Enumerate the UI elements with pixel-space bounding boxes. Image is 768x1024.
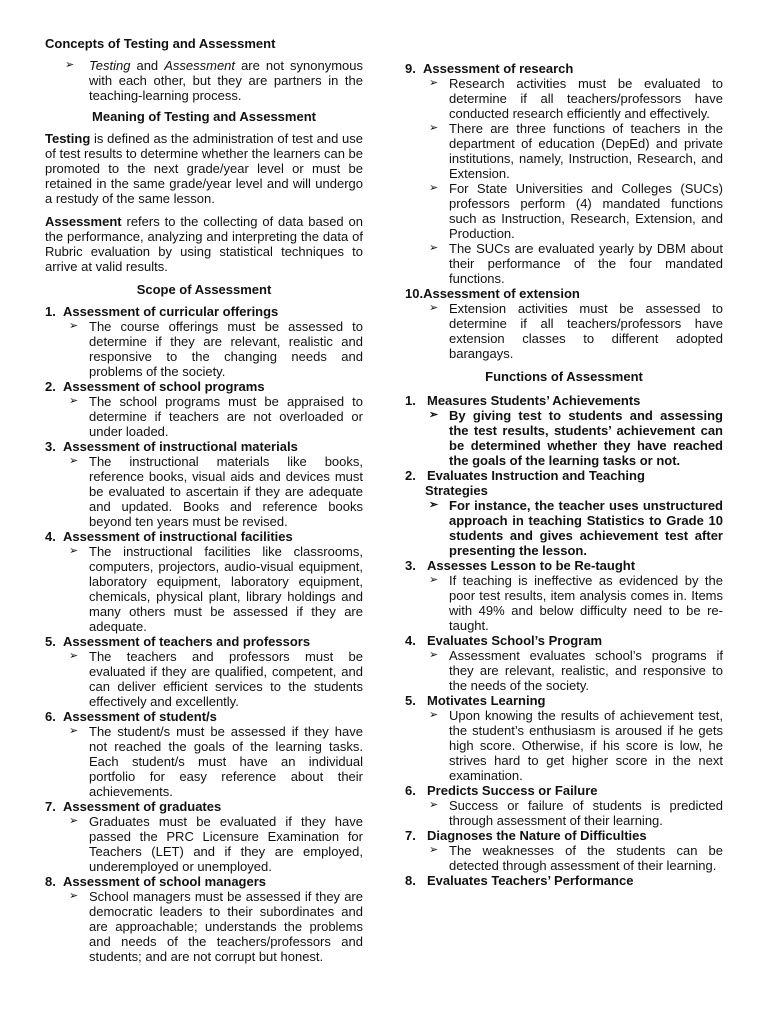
scope-item-bullet: ➢ The course offerings must be assessed to determine if they are relevant, realistic and responsive to the changing needs and problems of the society. bbox=[45, 319, 363, 379]
scope-item-bullet: ➢ The student/s must be assessed if they have not reached the goals of the learning tasks. Each student/s must have an individual portfolio for easy reference about their achievements. bbox=[45, 724, 363, 799]
scope-item-bullet: ➢ For State Universities and Colleges (SUCs) professors perform (4) mandated functions such as Instruction, Research, Extension, and Production. bbox=[405, 181, 723, 241]
assessment-definition bbox=[45, 214, 363, 274]
testing-definition bbox=[45, 131, 363, 206]
scope-item-title: Assessment of graduates bbox=[63, 799, 222, 814]
scope-item-heading bbox=[45, 799, 363, 814]
scope-item-heading bbox=[405, 286, 723, 301]
intro-rest: are not synonymous with each other, but they are partners in the teaching-learning process. bbox=[89, 58, 363, 103]
function-heading bbox=[405, 693, 723, 708]
scope-item-heading bbox=[45, 379, 363, 394]
scope-list-continued bbox=[405, 61, 723, 361]
scope-item-bullet: ➢ There are three functions of teachers in the department of education (DepEd) and private institutions, namely, Instruction, Research, and Extension. bbox=[405, 121, 723, 181]
function-heading bbox=[405, 873, 723, 888]
scope-item-bullet: ➢ The school programs must be appraised to determine if teachers are not overloaded or under loaded. bbox=[45, 394, 363, 439]
functions-list bbox=[405, 393, 723, 888]
scope-item-number: 5. bbox=[45, 634, 56, 649]
scope-item-number: 2. bbox=[45, 379, 56, 394]
scope-item-number: 9. bbox=[405, 61, 416, 76]
intro-and: and bbox=[130, 58, 165, 73]
scope-item-bullet: ➢ The instructional facilities like classrooms, computers, projectors, audio-visual equipment, laboratory equipment, laboratory equipment, chemicals, physical plant, library holdings and many others must be assessed if they are adequate. bbox=[45, 544, 363, 634]
function-bullet: ➢ Upon knowing the results of achievement test, the student’s enthusiasm is aroused if he gets high score. Otherwise, if his score is low, he strives hard to get higher score in the next examination. bbox=[405, 708, 723, 783]
assessment-term: Assessment bbox=[45, 214, 122, 229]
function-title: Predicts Success or Failure bbox=[427, 783, 598, 798]
function-heading bbox=[405, 783, 723, 798]
scope-item-title: Assessment of instructional materials bbox=[63, 439, 298, 454]
scope-item-title: Assessment of extension bbox=[423, 286, 580, 301]
scope-item-bullet: ➢ Research activities must be evaluated to determine if all teachers/professors have conducted research efficiently and effectively. bbox=[405, 76, 723, 121]
scope-item-title: Assessment of school managers bbox=[63, 874, 267, 889]
scope-item-title: Assessment of curricular offerings bbox=[63, 304, 279, 319]
scope-item-number: 6. bbox=[45, 709, 56, 724]
scope-item-number: 3. bbox=[45, 439, 56, 454]
scope-item-heading bbox=[45, 529, 363, 544]
scope-item-bullet: ➢ Graduates must be evaluated if they have passed the PRC Licensure Examination for Teachers (LET) and if they are employed, underemployed or unemployed. bbox=[45, 814, 363, 874]
function-bullet: ➢ Success or failure of students is predicted through assessment of their learning. bbox=[405, 798, 723, 828]
scope-item-number: 7. bbox=[45, 799, 56, 814]
scope-item-heading bbox=[45, 304, 363, 319]
testing-word: Testing bbox=[89, 58, 131, 73]
scope-list bbox=[45, 304, 363, 964]
assessment-word: Assessment bbox=[164, 58, 236, 73]
scope-item-bullet: ➢ The SUCs are evaluated yearly by DBM about their performance of the four mandated functions. bbox=[405, 241, 723, 286]
function-number: 3. bbox=[405, 558, 416, 573]
function-number: 1. bbox=[405, 393, 416, 408]
scope-item-bullet: ➢ School managers must be assessed if they are democratic leaders to their subordinates and are approachable; understands the problems and needs of the teachers/professors and students; and are not corrupt but honest. bbox=[45, 889, 363, 964]
scope-item-heading bbox=[405, 61, 723, 76]
function-number: 7. bbox=[405, 828, 416, 843]
functions-heading: Functions of Assessment bbox=[485, 369, 643, 384]
function-bullet: ➢ If teaching is ineffective as evidenced by the poor test results, item analysis comes in. Items with 49% and below difficulty need to be re-taught. bbox=[405, 573, 723, 633]
testing-term: Testing bbox=[45, 131, 91, 146]
function-bullet: ➢ For instance, the teacher uses unstructured approach in teaching Statistics to Grade 10 students and gives achievement test after presenting the lesson. bbox=[405, 498, 723, 558]
scope-item-heading bbox=[45, 874, 363, 889]
function-title: Evaluates Teachers’ Performance bbox=[427, 873, 634, 888]
function-bullet: ➢ Assessment evaluates school’s programs if they are relevant, realistic, and responsive to the needs of the society. bbox=[405, 648, 723, 693]
page-title: Concepts of Testing and Assessment bbox=[45, 36, 276, 51]
scope-item-number: 8. bbox=[45, 874, 56, 889]
function-number: 4. bbox=[405, 633, 416, 648]
function-number: 6. bbox=[405, 783, 416, 798]
testing-def-text: is defined as the administration of test and use of test results to determine whether the learners can be promoted to the next grade/year level or must be retained in the same grade/year level and will undergo a restudy of the same lesson. bbox=[45, 131, 363, 206]
scope-item-number: 10. bbox=[405, 286, 424, 301]
scope-item-number: 1. bbox=[45, 304, 56, 319]
right-column bbox=[405, 61, 723, 888]
scope-item-heading bbox=[45, 634, 363, 649]
function-title: Motivates Learning bbox=[427, 693, 546, 708]
function-number: 8. bbox=[405, 873, 416, 888]
scope-item-heading bbox=[45, 709, 363, 724]
function-title: Evaluates Instruction and Teaching bbox=[427, 468, 645, 483]
function-bullet: ➢ By giving test to students and assessing the test results, students’ achievement can be determined whether they have reached the goals of the learning tasks or not. bbox=[405, 408, 723, 468]
function-heading bbox=[405, 633, 723, 648]
left-column bbox=[45, 36, 363, 964]
function-number: 5. bbox=[405, 693, 416, 708]
function-heading bbox=[405, 393, 723, 408]
function-number: 2. bbox=[405, 468, 416, 483]
function-title: Diagnoses the Nature of Difficulties bbox=[427, 828, 647, 843]
scope-item-number: 4. bbox=[45, 529, 56, 544]
function-bullet: ➢ The weaknesses of the students can be detected through assessment of their learning. bbox=[405, 843, 723, 873]
meaning-heading: Meaning of Testing and Assessment bbox=[92, 109, 316, 124]
scope-item-title: Assessment of research bbox=[423, 61, 574, 76]
function-title-continued: Strategies bbox=[425, 483, 488, 498]
function-title: Measures Students’ Achievements bbox=[427, 393, 641, 408]
scope-item-bullet: ➢ The teachers and professors must be evaluated if they are qualified, competent, and can deliver efficient services to the students effectively and excellently. bbox=[45, 649, 363, 709]
scope-item-heading bbox=[45, 439, 363, 454]
function-title: Assesses Lesson to be Re-taught bbox=[427, 558, 636, 573]
scope-item-title: Assessment of instructional facilities bbox=[63, 529, 293, 544]
function-heading bbox=[405, 828, 723, 843]
function-heading bbox=[405, 558, 723, 573]
intro-bullet bbox=[45, 58, 363, 103]
scope-item-title: Assessment of school programs bbox=[63, 379, 265, 394]
scope-item-bullet: ➢ The instructional materials like books, reference books, visual aids and devices must be evaluated to ascertain if they are adequate and updated. Books and reference books beyond ten years must be revised. bbox=[45, 454, 363, 529]
function-title: Evaluates School’s Program bbox=[427, 633, 603, 648]
scope-item-bullet: ➢ Extension activities must be assessed to determine if all teachers/professors have extension classes to different adopted barangays. bbox=[405, 301, 723, 361]
assessment-def-text: refers to the collecting of data based on the performance, analyzing and interpreting the data of Rubric evaluation by using statistical techniques to arrive at valid results. bbox=[45, 214, 363, 274]
scope-item-title: Assessment of teachers and professors bbox=[63, 634, 311, 649]
scope-heading: Scope of Assessment bbox=[136, 282, 272, 297]
function-heading bbox=[405, 468, 723, 498]
scope-item-title: Assessment of student/s bbox=[63, 709, 217, 724]
